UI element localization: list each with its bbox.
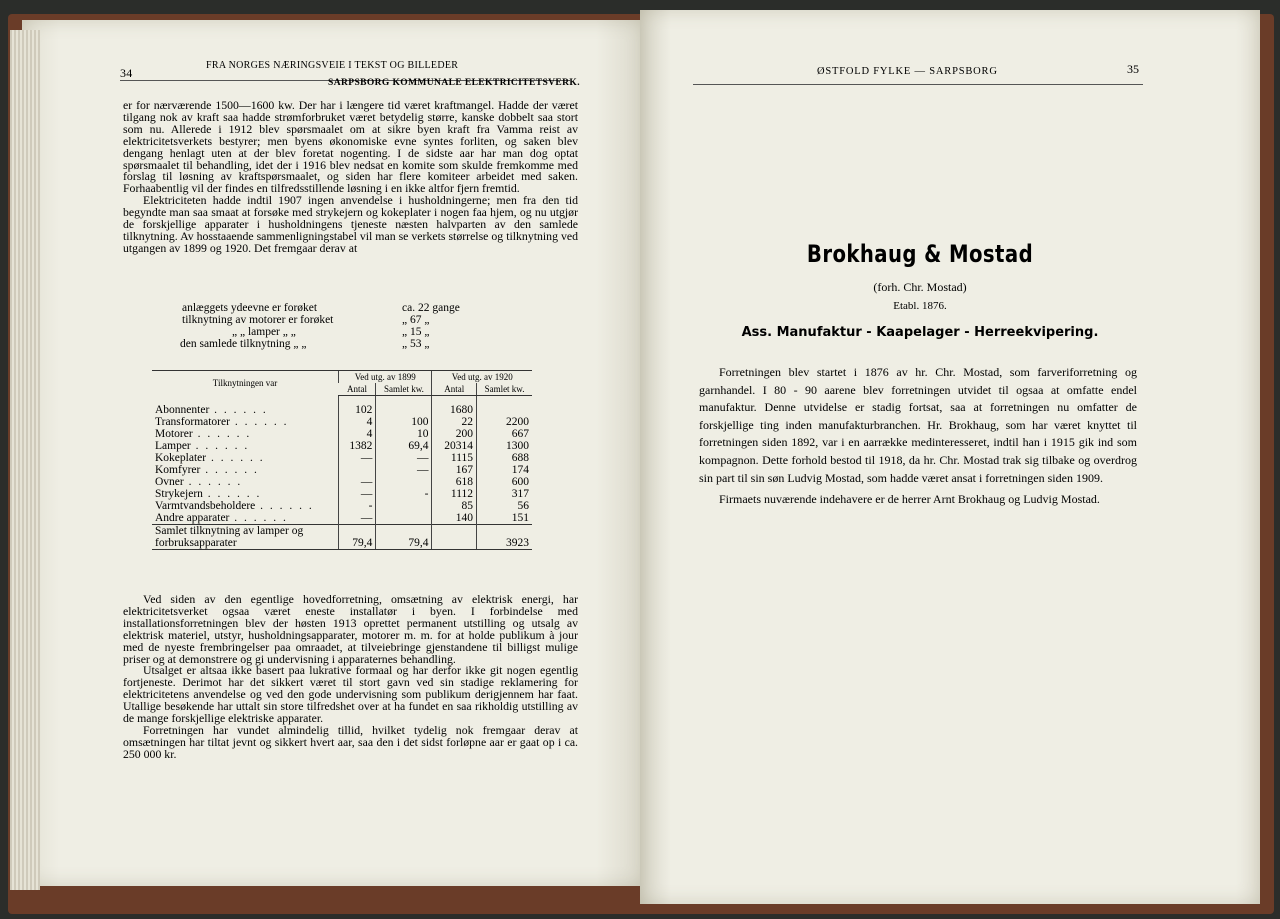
paragraph: Firmaets nuværende indehavere er de herrer Arnt Brokhaug og Ludvig Mostad.: [719, 492, 1100, 507]
table-cell: [477, 396, 532, 417]
growth-value: „ 67 „: [402, 314, 430, 326]
table-row-label: Motorer . . . . . .: [155, 428, 252, 440]
table-body: [152, 396, 532, 525]
table-cell: —: [376, 464, 432, 476]
table-cell: 2200: [477, 416, 532, 428]
table-cell: 4: [339, 416, 376, 428]
growth-label: „ „ lamper „ „: [232, 326, 296, 338]
table-cell: —: [339, 488, 376, 500]
growth-value: „ 15 „: [402, 326, 430, 338]
total-label: Samlet tilknytning av lamper og forbruksapparater: [152, 525, 339, 550]
table-cell: 1115: [432, 452, 477, 464]
table-row: [152, 452, 532, 464]
table-row: [152, 428, 532, 440]
right-running-title: ØSTFOLD FYLKE — SARPSBORG: [817, 66, 998, 77]
section-title: SARPSBORG KOMMUNALE ELEKTRICITETSVERK.: [328, 78, 580, 88]
right-page-number: 35: [1127, 62, 1139, 76]
table-cell: —: [376, 452, 432, 464]
table-subheader: Antal: [339, 383, 376, 396]
table-cell: 100: [376, 416, 432, 428]
table-row-label: Strykejern . . . . . .: [155, 488, 262, 500]
page-edges: [10, 30, 40, 890]
growth-value: „ 53 „: [402, 338, 430, 350]
total-cell: 3923: [477, 525, 532, 550]
table-row-label: Transformatorer . . . . . .: [155, 416, 289, 428]
table-header-label: Tilknytningen var: [152, 371, 339, 396]
table-row-label: Kokeplater . . . . . .: [155, 452, 265, 464]
growth-value: ca. 22 gange: [402, 302, 460, 314]
leader-dots: . . . . . .: [190, 440, 250, 452]
growth-row: [182, 338, 482, 350]
table-cell: 56: [477, 500, 532, 512]
growth-list: [182, 302, 482, 350]
table-row: [152, 396, 532, 417]
table-cell: [376, 396, 432, 417]
table-cell: 1112: [432, 488, 477, 500]
table-subheader: Antal: [432, 383, 477, 396]
table-header-1899: Ved utg. av 1899: [339, 371, 432, 384]
total-cell: 79,4: [376, 525, 432, 550]
left-text-block-1: [123, 100, 578, 255]
left-page-number: 34: [120, 66, 133, 80]
table-cell: 10: [376, 428, 432, 440]
table-row: [152, 488, 532, 500]
table-cell: [339, 464, 376, 476]
table-row-label: Andre apparater . . . . . .: [155, 512, 288, 524]
firm-established: Etabl. 1876.: [893, 300, 947, 312]
table-cell: —: [339, 476, 376, 488]
firm-name: Brokhaug & Mostad: [806, 240, 1034, 268]
growth-label: tilknytning av motorer er forøket: [182, 314, 334, 326]
table-cell: -: [339, 500, 376, 512]
table-cell: -: [376, 488, 432, 500]
comparison-table: [152, 370, 532, 550]
table-cell: 1382: [339, 440, 376, 452]
table-cell: —: [339, 452, 376, 464]
table-cell: 1680: [432, 396, 477, 417]
table-cell: 69,4: [376, 440, 432, 452]
table-row: [152, 512, 532, 525]
table-row-label: Abonnenter . . . . . .: [155, 403, 268, 416]
table-row-label: Ovner . . . . . .: [155, 476, 243, 488]
table-row: [152, 500, 532, 512]
table-total-row: [152, 525, 532, 550]
leader-dots: . . . . . .: [202, 488, 262, 500]
paragraph: Forretningen blev startet i 1876 av hr. Chr. Mostad, som farveriforretning og garnhandel. I 80 - 90 aarene blev forretningen utvidet til ogsaa at omfatte endel manufaktur. Denne utvidelse er stadig fortsat, saa at forretningen nu omfatter de forskjellige ting inden manufakturbranchen. Hr. Brokhaug, som har været knyttet til forretningen siden 1892, var i en aarrække medinteresseret, indtil han i 1915 gik ind som kompagnon. Dette forhold bestod til 1918, da hr. Chr. Mostad trak sig tilbake og overdrog sin part til sin søn Ludvig Mostad, som hadde været ansat i forretningen siden 1909.: [699, 365, 1137, 485]
total-cell: 79,4: [339, 525, 376, 550]
growth-label: den samlede tilknytning „ „: [180, 338, 307, 350]
growth-label: anlæggets ydeevne er forøket: [182, 302, 318, 314]
growth-row: [182, 302, 482, 314]
table-cell: [376, 500, 432, 512]
left-running-title: FRA NORGES NÆRINGSVEIE I TEKST OG BILLEDER: [206, 60, 459, 71]
table-cell: 20314: [432, 440, 477, 452]
leader-dots: . . . . . .: [209, 403, 268, 416]
right-running-header: [693, 62, 1143, 85]
paragraph: Elektriciteten hadde indtil 1907 ingen anvendelse i husholdningerne; men fra den tid begyndte man saa smaat at forsøke med strykejern og kokeplater i nogen faa hjem, og nu utgjør de forskjellige apparater i husholdningens tjeneste næsten halvparten av den samlede tilknytning. Av hosstaaende sammenligningstabel vil man se verkets størrelse og tilknytning ved utgangen av 1899 og 1920. Det fremgaar derav at: [123, 193, 578, 255]
paragraph: er for nærværende 1500—1600 kw. Der har i længere tid været kraftmangel. Hadde der været tilgang nok av kraft saa hadde strømforbruket været betydelig større, kanske dobbelt saa stort som nu. Allerede i 1912 blev spørsmaalet om at sikre byen kraft fra Vamma reist av elektricitetsverkets bestyrer; men byens økonomiske evne syntes forliten, og saken blev dengang henlagt uten at der blev foretat nogenting. I de sidste aar har man dog optat spørsmaalet til behandling, idet der i 1916 blev nedsat en komite som skulde fremkomme med forslag til løsning av kraftspørsmaalet, og siden har flere komiteer arbeidet med saken. Forhaabentlig vil der findes en tilfredsstillende løsning i en ikke altfor fjern fremtid.: [123, 98, 578, 196]
paragraph: Ved siden av den egentlige hovedforretning, omsætning av elektrisk energi, har elektricitetsverket ogsaa været eneste installatør i byen. I forbindelse med installationsforretningen blev der høsten 1913 oprettet permanent utstilling og utsalg av elektrisk materiel, utstyr, husholdningsapparater, motorer m. m. for at holde publikum à jour med de nyeste frembringelser paa omraadet, at tilveiebringe gjenstandene til billigst mulige priser og at demonstrere og gi undervisning i apparaternes behandling.: [123, 592, 578, 666]
growth-row: [182, 314, 482, 326]
firm-business-lines: Ass. Manufaktur - Kaapelager - Herreekvipering.: [741, 325, 1099, 340]
table-cell: 688: [477, 452, 532, 464]
table-subheader: Samlet kw.: [477, 383, 532, 396]
table-cell: 22: [432, 416, 477, 428]
table-cell: 200: [432, 428, 477, 440]
table-cell: 4: [339, 428, 376, 440]
table-cell: 167: [432, 464, 477, 476]
table-cell: 667: [477, 428, 532, 440]
leader-dots: . . . . . .: [229, 512, 288, 524]
leader-dots: . . . . . .: [183, 476, 243, 488]
growth-row: [182, 326, 482, 338]
table-row: [152, 476, 532, 488]
table-row: [152, 416, 532, 428]
table-row: [152, 440, 532, 452]
right-text-block: [699, 364, 1137, 509]
leader-dots: . . . . . .: [192, 428, 252, 440]
table-row-label: Komfyrer . . . . . .: [155, 464, 259, 476]
table-cell: 151: [477, 512, 532, 525]
table-cell: [376, 512, 432, 525]
table-cell: 140: [432, 512, 477, 525]
leader-dots: . . . . . .: [206, 452, 265, 464]
table-row-label: Lamper . . . . . .: [155, 440, 250, 452]
paragraph: Forretningen har vundet almindelig tillid, hvilket tydelig nok fremgaar derav at omsætningen har tiltat jevnt og sikkert hvert aar, saa den i det sidst forløpne aar er gaat op i ca. 250 000 kr.: [123, 722, 578, 761]
leader-dots: . . . . . .: [255, 500, 314, 512]
firm-subtitle: (forh. Chr. Mostad): [873, 280, 967, 294]
table-row: [152, 464, 532, 476]
table-cell: 317: [477, 488, 532, 500]
table-cell: [376, 476, 432, 488]
table-header-1920: Ved utg. av 1920: [432, 371, 532, 384]
table-cell: 618: [432, 476, 477, 488]
table-cell: 85: [432, 500, 477, 512]
paragraph: Utsalget er altsaa ikke basert paa lukrative formaal og har derfor ikke git nogen egentlig fortjeneste. Derimot har det sikkert været til stort gavn ved sin stadige reklamering for elektricitetens anvendelse og ved den gode undervisning som publikum derigjennem har faat. Utallige besøkende har uttalt sin store tilfredshet over at ha fundet en saa rikholdig utstilling av de mange forskjellige elektriske apparater.: [123, 663, 578, 726]
table-row-label: Varmtvandsbeholdere . . . . . .: [155, 500, 314, 512]
table-cell: 102: [339, 396, 376, 417]
table-cell: —: [339, 512, 376, 525]
left-text-block-2: [123, 594, 578, 761]
table-cell: 174: [477, 464, 532, 476]
table-subheader: Samlet kw.: [376, 383, 432, 396]
table-cell: 1300: [477, 440, 532, 452]
leader-dots: . . . . . .: [200, 464, 259, 476]
total-cell: [432, 525, 477, 550]
leader-dots: . . . . . .: [229, 416, 289, 428]
table-cell: 600: [477, 476, 532, 488]
